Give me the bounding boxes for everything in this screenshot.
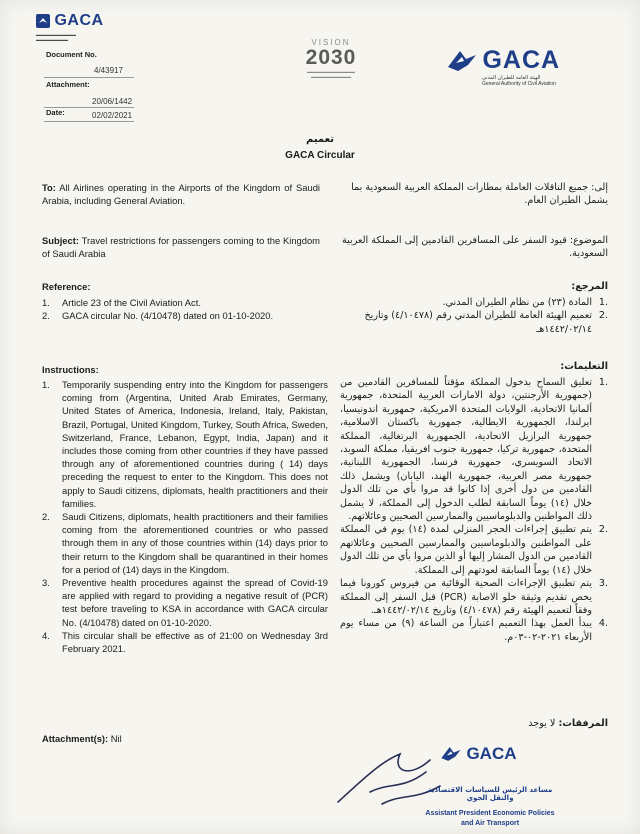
small-logo-subtitle: ▬▬▬▬▬▬▬▬▬▬ ▬▬▬▬▬▬▬▬ <box>36 32 76 43</box>
to-arabic: إلى: جميع الناقلات العاملة بمطارات المملكة العربية السعودية بما يشمل الطيران العام. <box>351 182 608 207</box>
date-gregorian: 02/02/2021 <box>92 111 133 120</box>
gaca-logo <box>446 46 586 87</box>
small-gaca-logo <box>36 12 104 42</box>
document-no-underline <box>44 77 134 78</box>
reference-item-arabic: .1 المادة (٢٣) من نظام الطيران المدني. <box>442 297 608 308</box>
date-underline <box>44 121 134 122</box>
gaca-logo-text: GACA <box>482 46 561 74</box>
instruction-item-arabic: .1 تعليق السماح بدخول المملكة مؤقتاً للمسافرين القادمين من (جمهورية الأرجنتين، دولة الامارات العربية المتحدة، جمهورية ألمانيا الاتحادية، الولايات المتحدة الامريكية، جمهورية اندونيسيا، ايرلندا، الجمهورية الايطالية، جمهورية باكستان الاسلامية، جمهورية البرازيل الاتحادية، الجمهورية البرتغالية، المملكة المتحدة، جمهورية تركيا، جمهورية جنوب افريقيا، مملكة السويد، الاتحاد السويسري، جمهورية فرنسا، الجمهورية اللبنانية، جمهورية مصر العربية، جمهورية الهند، اليابان) ويشمل ذلك القادمين من دول أخرى إذا كانوا قد مروا بأي من تلك الدول خلال (١٤) يوماً السابقة لطلب الدخول إلى المملكة، لا يشمل ذلك المواطنين والدبلوماسيين والممارسين الصحيين وعائلاتهم. <box>340 377 608 523</box>
instruction-item: 4. This circular shall be effective as of 21:00 on Wednesday 3rd February 2021. <box>42 629 328 655</box>
small-logo-text: GACA <box>54 12 104 29</box>
stamp-gaca-logo <box>440 744 530 764</box>
document-no-value: 4/43917 <box>94 66 123 75</box>
attachments-label: Attachment(s): <box>42 733 109 744</box>
stamp-logo-text: GACA <box>466 744 517 763</box>
attachment-label: Attachment: <box>46 80 90 89</box>
instruction-item-arabic: .4 يبدأ العمل بهذا التعميم اعتباراً من الساعة (٩) من مساء يوم الأربعاء ٢٠٢١-٠٢-٠٣م. <box>340 618 608 643</box>
attachments-arabic <box>400 717 608 730</box>
to-english <box>42 181 320 207</box>
gaca-logo-english: General Authority of Civil Aviation <box>482 81 556 87</box>
vision-subtitle: ▬▬▬▬▬▬▬▬▬▬▬▬ ▬▬▬▬▬▬▬▬▬▬ <box>307 69 355 79</box>
subject-english <box>42 234 320 260</box>
vision-label: VISION <box>311 38 351 47</box>
reference-item: 1. Article 23 of the Civil Aviation Act. <box>42 297 201 308</box>
reference-item-arabic: .2 تعميم الهيئة العامة للطيران المدني رقم (٤/١٠٤٧٨) وتاريخ ١٤٤٢/٠٢/١٤هـ <box>364 310 608 335</box>
title-arabic: تعميم <box>305 134 335 145</box>
attachments-label-arabic: المرفقات: <box>558 718 608 729</box>
instruction-item-arabic: .3 يتم تطبيق الإجراءات الصحية الوقائية من فيروس كورونا فيما يخص تقديم وثيقة خلو الاصابة (PCR) قبل السفر إلى المملكة وفقاً لتعميم الهيئة رقم (٤/١٠٤٧٨) وتاريخ ١٤٤٢/٠٢/١٤هـ. <box>340 578 608 616</box>
instruction-item: 1. Temporarily suspending entry into the Kingdom for passengers coming from (Argentina, United Arab Emirates, Germany, United States of America, Indonesia, Ireland, Italy, Pakistan, Brazil, Portugal, United Kingdom, Turkey, South Africa, Sweden, Switzerland, France, Lebanon, Egypt, India, Japan) and it includes those coming from other countries if they have passed through any of aforementioned countries during ( 14) days preceding the request to enter to the Kingdom. This does not apply to Saudi citizens, diplomats, health practitioners and their families. <box>42 379 328 509</box>
to-text: All Airlines operating in the Airports of the Kingdom of Saudi Arabia, including General Aviation. <box>42 182 320 207</box>
subject-arabic: الموضوع: قيود السفر على المسافرين القادمين إلى المملكة العربية السعودية. <box>342 235 608 260</box>
reference-list-english <box>38 296 328 322</box>
stamp-title-english-2: and Air Transport <box>460 820 520 827</box>
instruction-item-arabic: .2 يتم تطبيق إجراءات الحجر المنزلي لمدة (١٤) يوم في المملكة على المواطنين والدبلوماسيين والممارسين الصحيين وعائلاتهم القادمين من الدول المشار إليها أو الذين مروا بأي من تلك الدول خلال (١٤) يوماً السابقة لعودتهم إلى المملكة. <box>340 524 608 576</box>
attachments-value: Nil <box>110 733 122 744</box>
instruction-item: 2. Saudi Citizens, diplomats, health practitioners and their families coming from the aforementioned countries or who passed through them in any of those countries within (14) days prior to their return to the Kingdom shall be quarantined in their homes for a period of (14) days in the Kingdom. <box>42 511 328 575</box>
gaca-emblem-icon <box>440 744 462 764</box>
subject-text: Travel restrictions for passengers coming to the Kingdom of Saudi Arabia <box>42 235 320 260</box>
gaca-emblem-icon <box>36 14 50 28</box>
reference-item: 2. GACA circular No. (4/10478) dated on 01-10-2020. <box>42 310 274 322</box>
stamp-title-arabic: مساعد الرئيس للسياسات الاقتصادية والنقل الجوي <box>427 786 553 802</box>
instructions-label: Instructions: <box>42 364 99 375</box>
date-hijri: 20/06/1442 <box>92 97 133 106</box>
gaca-logo-arabic: الهيئة العامة للطيران المدني <box>482 75 541 81</box>
title-english: GACA Circular <box>285 150 355 161</box>
date-label: Date: <box>46 108 65 117</box>
to-label: To: <box>42 182 56 193</box>
instructions-list-arabic <box>340 376 608 644</box>
reference-label-arabic: المرجع: <box>571 281 608 292</box>
reference-label: Reference: <box>42 281 91 292</box>
subject-label: Subject: <box>42 235 79 246</box>
document-no-label: Document No. <box>46 50 97 59</box>
stamp-title-english-1: Assistant President Economic Policies <box>425 810 555 817</box>
gaca-emblem-icon <box>446 47 478 75</box>
vision-2030-logo <box>288 38 374 79</box>
vision-number: 2030 <box>305 46 357 69</box>
attachments-value-arabic: لا يوجد <box>528 718 556 729</box>
reference-list-arabic <box>340 296 608 336</box>
attachments-english <box>42 732 122 745</box>
instructions-list-english <box>38 378 328 655</box>
instructions-label-arabic: التعليمات: <box>560 361 608 372</box>
instruction-item: 3. Preventive health procedures against the spread of Covid-19 are applied with regard to providing a negative result of (PCR) test before traveling to KSA in accordance with GACA circular No. (4/10478) dated on 01-10-2020. <box>42 577 328 628</box>
date-hijri-underline <box>44 107 134 108</box>
